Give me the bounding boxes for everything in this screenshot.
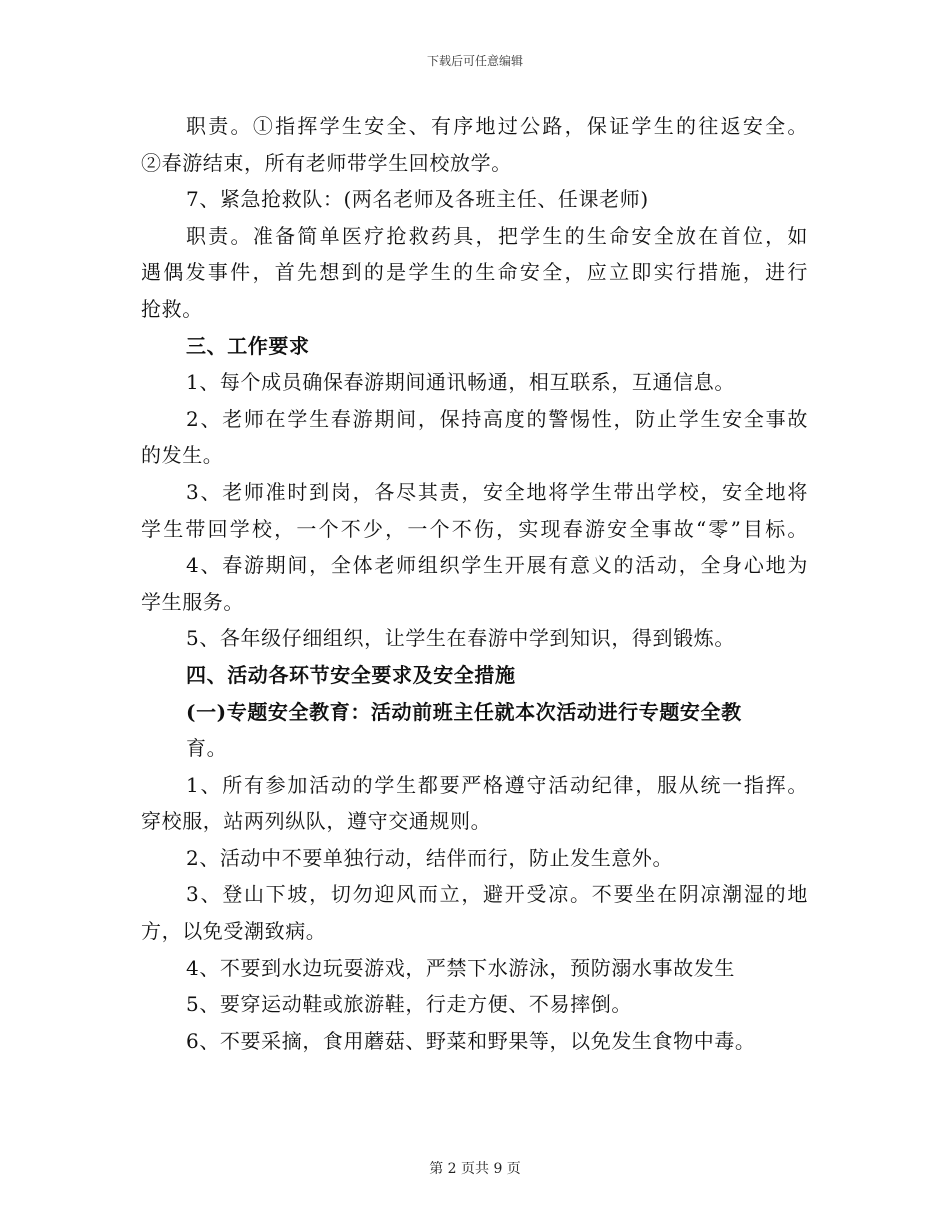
paragraph-line: 4、不要到水边玩耍游戏，严禁下水游泳，预防溺水事故发生 [186,955,735,980]
paragraph-line: 遇偶发事件，首先想到的是学生的生命安全，应立即实行措施，进行 [141,260,808,285]
paragraph-line: 5、各年级仔细组织，让学生在春游中学到知识，得到锻炼。 [186,626,735,651]
paragraph-line: 1、所有参加活动的学生都要严格遵守活动纪律，服从统一指挥。 [186,772,808,797]
section-heading: 四、活动各环节安全要求及安全措施 [186,662,516,687]
section-heading: (一)专题安全教育：活动前班主任就本次活动进行专题安全教 [186,699,742,724]
paragraph-line: 6、不要采摘，食用蘑菇、野菜和野果等，以免发生食物中毒。 [186,1028,756,1053]
paragraph-line: 1、每个成员确保春游期间通讯畅通，相互联系，互通信息。 [186,370,735,395]
paragraph-line: 穿校服，站两列纵队，遵守交通规则。 [141,809,492,834]
page-header: 下载后可任意编辑 [426,54,523,68]
paragraph-line: 2、老师在学生春游期间，保持高度的警惕性，防止学生安全事故 [186,406,808,431]
paragraph-line: 抢救。 [141,296,203,321]
paragraph-line: 4、春游期间，全体老师组织学生开展有意义的活动，全身心地为 [186,553,808,578]
paragraph-line: 5、要穿运动鞋或旅游鞋，行走方便、不易摔倒。 [186,992,632,1017]
paragraph-line: 学生服务。 [141,589,244,614]
paragraph-line: 7、紧急抢救队：(两名老师及各班主任、任课老师) [186,187,649,212]
paragraph-line: ②春游结束，所有老师带学生回校放学。 [141,150,512,175]
paragraph-line: 3、登山下坡，切勿迎风而立，避开受凉。不要坐在阴凉潮湿的地 [186,882,808,907]
paragraph-line: 方，以免受潮致病。 [141,919,327,944]
section-heading: 三、工作要求 [186,333,310,358]
paragraph-line: 的发生。 [141,443,224,468]
paragraph-line: 学生带回学校，一个不少，一个不伤，实现春游安全事故“零”目标。 [141,516,808,541]
document-body [140,108,808,1059]
paragraph-line: 3、老师准时到岗，各尽其责，安全地将学生带出学校，安全地将 [186,479,808,504]
page-footer: 第 2 页共 9 页 [429,1161,521,1177]
paragraph-line: 职责。准备简单医疗抢救药具，把学生的生命安全放在首位，如 [186,223,808,248]
paragraph-line: 职责。①指挥学生安全、有序地过公路，保证学生的往返安全。 [186,114,808,138]
paragraph-line: 2、活动中不要单独行动，结伴而行，防止发生意外。 [186,845,674,870]
paragraph-line: 育。 [186,736,228,761]
